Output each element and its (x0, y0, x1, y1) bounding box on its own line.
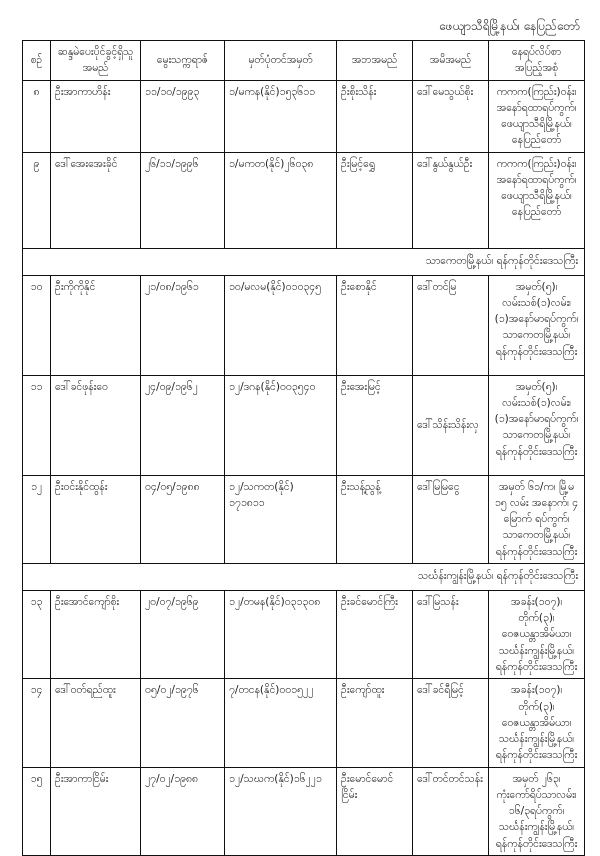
candidate-table (22, 40, 585, 856)
cell-nrc: ၁၀/မလမ(နိုင်)၀၁၀၃၄၅ (225, 275, 337, 375)
cell-name: ဒေါ်ခင်ဖုန်းဝေ (51, 375, 141, 475)
col-header-name: ဆန္ဒမဲပေးပိုင်ခွင့်ရှိသူအမည် (51, 41, 141, 81)
cell-nrc: ၁၂/သကတ(နိုင်) ၁၇၁၈၁၁ (225, 475, 337, 563)
col-header-dob: မွေးသက္ကရာဇ် (141, 41, 225, 81)
cell-mother: ဒေါ်မေသွယ်စိုး (413, 80, 489, 152)
address-line: အမှတ် ၂၆၃၊ (512, 772, 561, 785)
address-line: ၁၆/၃ရပ်ကွက်၊ (508, 805, 565, 818)
col-header-mother: အမိအမည် (413, 41, 489, 81)
address-line: သာကေတမြို့နယ်၊ (502, 529, 571, 542)
cell-address (489, 767, 585, 855)
cell-nrc: ၁၂/တမန(နိုင်)၀၃၁၃၀၈ (225, 590, 337, 678)
address-line: ၁၅ လမ်း အနောက်၊ ၄ (494, 496, 579, 509)
cell-address (489, 275, 585, 375)
address-line: ကုံးကော်ရိပ်သာလမ်း၊ (496, 788, 577, 801)
cell-address (489, 590, 585, 678)
cell-name: ဒေါ်ဝတ်ရည်ထူး (51, 679, 141, 767)
address-line: အမှတ်(၅)၊ (515, 380, 558, 393)
address-line: ရန်ကုန်တိုင်းဒေသကြီး (495, 837, 578, 850)
cell-mother: ဒေါ်ခင်ရီမြင့် (413, 679, 489, 767)
cell-mother: ဒေါ်တင်တင်သန်း (413, 767, 489, 855)
address-line: မြောက် ရပ်ကွက်၊ (503, 513, 570, 526)
address-line: ကကက(ကြည်း)ဝန်း၊ (496, 157, 577, 170)
table-row (23, 152, 585, 248)
table-row (23, 375, 585, 475)
cell-mother: ဒေါ်တင်မြ (413, 275, 489, 375)
section-row (23, 563, 585, 590)
cell-nrc: ၁၂/ဒဂန(နိုင်)၀၀၃၅၄၀ (225, 375, 337, 475)
table-row (23, 275, 585, 375)
address-line: လမ်းသစ်(၁)လမ်း၊ (502, 396, 571, 409)
address-line: ဖေယျာသီရိမြို့နယ်၊ (501, 118, 572, 131)
cell-name: ဦးကိုကိုနိုင် (51, 275, 141, 375)
cell-dob: ၀၅/၀၂/၁၉၇၆ (141, 679, 225, 767)
cell-father: ဦးမောင်မောင်ငြိမ်း (337, 767, 413, 855)
cell-dob: ၂၁/၀၈/၁၉၆၁ (141, 275, 225, 375)
cell-no: ၁၃ (23, 590, 51, 678)
cell-mother: ဒေါ်မြသန်း (413, 590, 489, 678)
col-header-nrc: မှတ်ပုံတင်အမှတ် (225, 41, 337, 81)
address-line: သင်္ဃန်းကျွန်းမြို့နယ်၊ (498, 733, 575, 746)
cell-dob: ၂၄/၀၉/၁၉၆၂ (141, 375, 225, 475)
cell-no: ၁၀ (23, 275, 51, 375)
cell-address (489, 679, 585, 767)
page-title: ဖေယျာသီရိမြို့နယ်၊ နေပြည်တော် (439, 19, 580, 33)
cell-dob: ၂၀/၀၇/၁၉၆၉ (141, 590, 225, 678)
address-line: ဝေဇယန္တာအိမ်ယာ၊ (501, 716, 572, 729)
cell-mother: ဒေါ်သိန်းသိန်းလှ (413, 375, 489, 475)
cell-no: ၁၅ (23, 767, 51, 855)
col-header-father: အဘအမည် (337, 41, 413, 81)
address-line: ကကက(ကြည်း)ဝန်း၊ (496, 85, 577, 98)
cell-nrc: ၇/တငန(နိုင်)၀၀၁၅၂၂ (225, 679, 337, 767)
cell-dob: ၂၇/၀၂/၁၉၈၈ (141, 767, 225, 855)
address-line: နေပြည်တော် (511, 134, 562, 147)
address-line: အနော်ရထာရပ်ကွက်၊ (496, 101, 577, 114)
address-line: သာကေတမြို့နယ်၊ (502, 429, 571, 442)
address-line: ရန်ကုန်တိုင်းဒေသကြီး (495, 545, 578, 558)
table-row (23, 475, 585, 563)
table-row (23, 767, 585, 855)
address-line: အခန်း(၁၀၇)၊ တိုက်(၃)၊ (510, 595, 563, 625)
cell-nrc: ၁၂/သဃက(နိုင်)၁၆၂၂၁ (225, 767, 337, 855)
cell-no: ၁၂ (23, 475, 51, 563)
address-line: ရန်ကုန်တိုင်းဒေသကြီး (495, 345, 578, 358)
address-line: ဖေယျာသီရိမြို့နယ်၊ (501, 190, 572, 203)
cell-father: ဦးစိုးသိန်း (337, 80, 413, 152)
section-heading: သင်္ဃန်းကျွန်းမြို့နယ်၊ ရန်ကုန်တိုင်းဒေသကြီး (23, 563, 585, 590)
col-header-no: စဉ် (23, 41, 51, 81)
cell-father: ဦးသန့်ညွန့် (337, 475, 413, 563)
section-heading: သာကေတမြို့နယ်၊ ရန်ကုန်တိုင်းဒေသကြီး (23, 248, 585, 275)
table-row (23, 590, 585, 678)
cell-address (489, 375, 585, 475)
cell-nrc: ၁/မကန(နိုင်)၁၅၃၆၁၁ (225, 80, 337, 152)
cell-name: ဦးအောင်ကျော်စိုး (51, 590, 141, 678)
cell-no: ၈ (23, 80, 51, 152)
address-line: သင်္ဃန်းကျွန်းမြို့နယ်၊ (498, 821, 575, 834)
cell-nrc: ၁/မကတ(နိုင်)၂၆၀၃၈ (225, 152, 337, 248)
cell-name: ဦးအာကာဟိန်း (51, 80, 141, 152)
cell-address (489, 475, 585, 563)
cell-mother: ဒေါ်မြမြငွေ (413, 475, 489, 563)
table-header-row (23, 41, 585, 81)
cell-address (489, 80, 585, 152)
address-line: အခန်း(၁၀၇)၊ တိုက်(၃)၊ (510, 684, 563, 713)
section-row (23, 248, 585, 275)
address-line: ရန်ကုန်တိုင်းဒေသကြီး (495, 749, 578, 762)
cell-father: ဦးကျော်ထူး (337, 679, 413, 767)
address-line: သင်္ဃန်းကျွန်းမြို့နယ်၊ (498, 644, 575, 657)
address-line: ရန်ကုန်တိုင်းဒေသကြီး (495, 445, 578, 458)
cell-dob: ၂၆/၁၁/၁၉၉၆ (141, 152, 225, 248)
col-header-address: နေရပ်လိပ်စာ အပြည့်အစုံ (489, 41, 585, 81)
address-line: (၁)အနော်မာရပ်ကွက်၊ (494, 413, 579, 426)
cell-name: ဒေါ်အေးအေးခိုင် (51, 152, 141, 248)
address-line: အမှတ် ၆၁/က၊ မြို့မ (498, 480, 575, 493)
cell-name: ဦးဝင်းနိုင်ထွန်း (51, 475, 141, 563)
cell-father: ဦးမြင့်ရွှေ (337, 152, 413, 248)
cell-no: ၉ (23, 152, 51, 248)
cell-no: ၁၄ (23, 679, 51, 767)
cell-address (489, 152, 585, 248)
cell-no: ၁၁ (23, 375, 51, 475)
address-line: ရန်ကုန်တိုင်းဒေသကြီး (495, 660, 578, 673)
address-line: လမ်းသစ်(၁)လမ်း၊ (502, 296, 571, 309)
address-line: နေပြည်တော် (511, 206, 562, 219)
cell-father: ဦးစောနိုင် (337, 275, 413, 375)
cell-dob: ၁၁/၁၀/၁၉၉၃ (141, 80, 225, 152)
cell-name: ဦးအာကာငြိမ်း (51, 767, 141, 855)
address-line: သာကေတမြို့နယ်၊ (502, 329, 571, 342)
cell-mother: ဒေါ်နွယ်နွယ်ဦး (413, 152, 489, 248)
table-row (23, 80, 585, 152)
cell-father: ဦးအေးမြင့် (337, 375, 413, 475)
address-line: အနော်ရထာရပ်ကွက်၊ (496, 173, 577, 186)
address-line: ဝေဇယန္တာအိမ်ယာ၊ (501, 628, 572, 641)
address-line: အမှတ်(၅)၊ (515, 280, 558, 293)
cell-dob: ၀၄/၀၅/၁၉၈၈ (141, 475, 225, 563)
cell-father: ဦးခင်မောင်ကြီး (337, 590, 413, 678)
address-line: (၁)အနော်မာရပ်ကွက်၊ (494, 313, 579, 326)
table-row (23, 679, 585, 767)
